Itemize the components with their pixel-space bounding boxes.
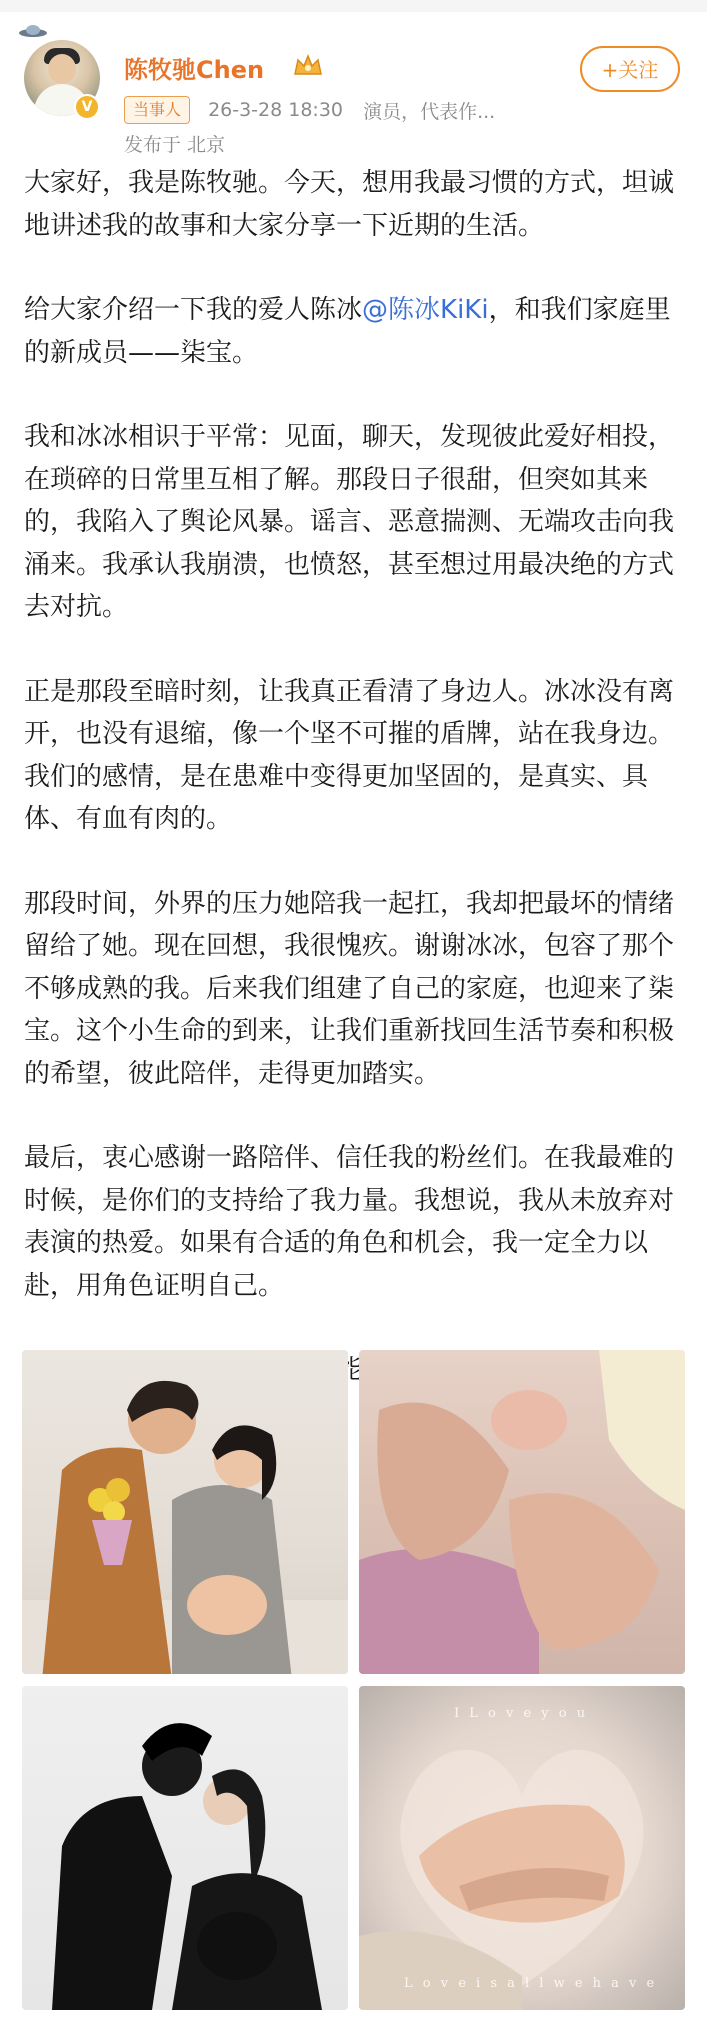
paragraph-5: 那段时间，外界的压力她陪我一起扛，我却把最坏的情绪留给了她。现在回想，我很愧疚。谢谢冰冰，包容了那个不够成熟的我。后来我们组建了自己的家庭，也迎来了柒宝。这个小生命的到来，让我们重新找回生活节奏和积极的希望，彼此陪伴，走得更加踏实。 — [24, 888, 675, 1089]
photo-baby-hands[interactable] — [359, 1350, 685, 1674]
follow-button[interactable]: +关注 — [580, 46, 680, 92]
role-tag: 当事人 — [124, 96, 190, 124]
photo-couple-flowers[interactable] — [22, 1350, 348, 1674]
post-content — [24, 162, 689, 1434]
post-header — [0, 12, 707, 156]
paragraph-2-before: 给大家介绍一下我的爱人陈冰 — [24, 295, 363, 325]
avatar-face — [48, 54, 76, 84]
author-name[interactable]: 陈牧驰Chen — [124, 56, 265, 84]
post-location: 发布于 北京 — [124, 134, 226, 156]
top-strip — [0, 0, 707, 12]
paragraph-3: 我和冰冰相识于平常：见面，聊天，发现彼此爱好相投，在琐碎的日常里互相了解。那段日子很甜，但突如其来的，我陷入了舆论风暴。谣言、恶意揣测、无端攻击向我涌来。我承认我崩溃，也愤怒，甚至想过用最决绝的方式去对抗。 — [24, 422, 675, 622]
ufo-icon — [18, 24, 48, 38]
photo-caption-top: I L o v e y o u — [454, 1706, 589, 1721]
photo-silhouette-art — [22, 1686, 348, 2010]
paragraph-4: 正是那段至暗时刻，让我真正看清了身边人。冰冰没有离开，也没有退缩，像一个坚不可摧的盾牌，站在我身边。我们的感情，是在患难中变得更加坚固的，是真实、具体、有血有肉的。 — [24, 676, 675, 834]
crown-icon — [292, 52, 324, 78]
photo-grid — [22, 1350, 685, 2014]
photo-couple-flowers-art — [22, 1350, 348, 1674]
paragraph-1: 大家好，我是陈牧驰。今天，想用我最习惯的方式，坦诚地讲述我的故事和大家分享一下近期的生活。 — [24, 168, 675, 241]
paragraph-2-after: ，和我们家庭里的新成员——柒宝。 — [24, 295, 671, 368]
photo-baby-hand-heart[interactable] — [359, 1686, 685, 2010]
photo-silhouette[interactable] — [22, 1686, 348, 2010]
paragraph-6: 最后，衷心感谢一路陪伴、信任我的粉丝们。在我最难的时候，是你们的支持给了我力量。我想说，我从未放弃对表演的热爱。如果有合适的角色和机会，我一定全力以赴，用角色证明自己。 — [24, 1143, 675, 1301]
photo-baby-hand-heart-art — [359, 1686, 685, 2010]
post-meta — [124, 96, 495, 124]
photo-caption-bottom: L o v e i s a l l w e h a v e — [404, 1976, 658, 1991]
paragraph-2 — [24, 289, 689, 374]
mention-link[interactable]: @陈冰KiKi — [362, 295, 489, 325]
bio[interactable]: 演员，代表作... — [363, 100, 496, 123]
timestamp: 26-3-28 18:30 — [208, 99, 344, 121]
photo-baby-hands-art — [359, 1350, 685, 1674]
v-badge-icon: V — [74, 94, 100, 120]
